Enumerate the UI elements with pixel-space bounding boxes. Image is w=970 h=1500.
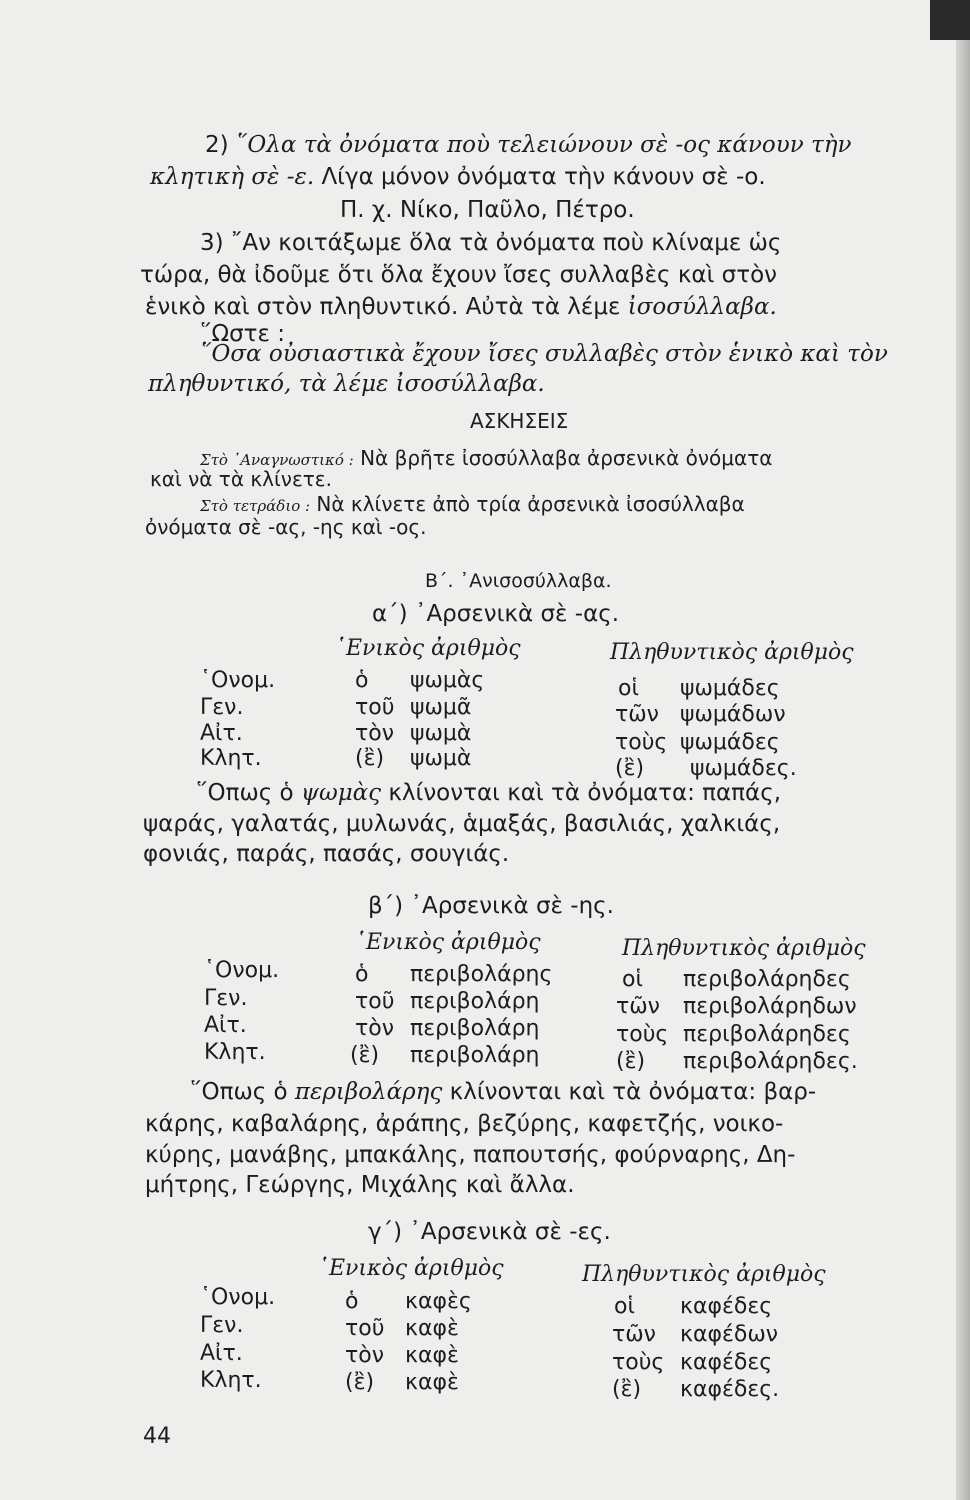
article: (ἒ) [612,1377,642,1402]
summary-line2: πληθυντικό, τὰ λέμε ἰσοσύλλαβα. [148,371,545,397]
article: οἱ [614,1294,635,1319]
rule3-term: ἰσοσύλλαβα. [627,294,777,320]
exercise-2-text2: ὀνόματα σὲ -ας, -ης καὶ -ος. [145,515,427,539]
section-b-title: Β΄. ᾿Ανισοσύλλαβα. [425,570,612,592]
rule3-line3-text: ἑνικὸ καὶ στὸν πληθυντικό. Αὐτὰ τὰ λέμε [145,294,621,320]
article: (ἒ) [350,1043,380,1068]
note-text: κλίνονται καὶ τὰ ὀνόματα: παπάς, [388,780,782,806]
article: (ἒ) [345,1370,375,1395]
page-number: 44 [143,1424,171,1449]
article: τῶν [615,702,659,727]
table-a-note-line1 [196,779,781,807]
case-label: ῾Ονομ. [200,668,276,693]
table-a-title: α΄) ᾿Αρσενικὰ σὲ -ας. [372,601,620,627]
case-label: Κλητ. [200,746,262,771]
singular-form: περιβολάρης [410,962,553,987]
note-text: κλίνονται καὶ τὰ ὀνόματα: βαρ- [449,1079,817,1105]
table-b-note-line3: κύρης, μανάβης, μπακάλης, παπουτσής, φούρναρης, Δη- [145,1142,796,1168]
plural-form: περιβολάρηδες [683,1022,851,1047]
article: (ἒ) [355,746,385,771]
case-label: ῾Ονομ. [200,1285,276,1310]
rule2-line1 [205,131,851,159]
article: ὁ [355,668,369,693]
case-label: ῾Ονομ. [204,958,280,983]
case-label: Αἰτ. [200,1341,243,1366]
article: τοὺς [616,1022,669,1047]
table-b-title: β΄) ᾿Αρσενικὰ σὲ -ης. [368,893,614,919]
article: οἱ [618,676,639,701]
exercises-title: ΑΣΚΗΣΕΙΣ [470,409,569,433]
case-label: Γεν. [204,986,248,1011]
table-b-header-singular: ῾Ενικὸς ἀριθμὸς [355,930,541,955]
rule3-thus: ῞Ωστε : [200,321,285,347]
case-label: Κλητ. [200,1368,262,1393]
exercise-1-text: Νὰ βρῆτε ἰσοσύλλαβα ἀρσενικὰ ὀνόματα [360,446,773,470]
table-b-header-plural: Πληθυντικὸς ἀριθμὸς [622,936,866,961]
note-term: ψωμὰς [300,780,382,806]
article: (ἒ) [615,756,645,781]
plural-form: περιβολάρηδες [683,967,851,992]
article: ὁ [355,962,369,987]
plural-form: καφέδες [680,1294,773,1319]
note-term: περιβολάρης [294,1079,443,1105]
table-b-note-line4: μήτρης, Γεώργης, Μιχάλης καὶ ἄλλα. [145,1172,575,1198]
rule2-rest: Λίγα μόνον ὀνόματα τὴν κάνουν σὲ -ο. [321,164,766,190]
singular-form: καφὲ [405,1370,459,1395]
article: (ἒ) [616,1049,646,1074]
case-label: Γεν. [200,1313,244,1338]
article: τῶν [616,994,660,1019]
plural-form: καφέδες. [680,1377,780,1402]
singular-form: ψωμὰ [410,746,472,771]
exercise-1-label: Στὸ ᾿Αναγνωστικό : [200,451,354,469]
plural-form: περιβολάρηδων [683,994,857,1019]
table-c-title: γ΄) ᾿Αρσενικὰ σὲ -ες. [368,1219,611,1245]
table-b-note-line2: κάρης, καβαλάρης, ἀράπης, βεζύρης, καφετζής, νοικο- [145,1111,784,1137]
article: τὸν [355,721,394,746]
exercise-2-text: Νὰ κλίνετε ἀπὸ τρία ἀρσενικὰ ἰσοσύλλαβα [316,492,745,516]
singular-form: περιβολάρη [410,1043,540,1068]
rule2-example: Π. χ. Νίκο, Παῦλο, Πέτρο. [340,197,635,223]
article: τοὺς [612,1350,665,1375]
article: ὁ [345,1289,359,1314]
case-label: Γεν. [200,695,244,720]
note-text: ῞Οπως ὁ [190,1079,288,1105]
plural-form: ψωμάδες [680,730,780,755]
page-edge [956,0,970,1500]
table-a-note-line2: ψαράς, γαλατάς, μυλωνάς, ἁμαξάς, βασιλιάς, χαλκιάς, [143,811,781,837]
rule3-line3 [145,293,777,321]
article: τοὺς [615,730,668,755]
article: τοῦ [355,989,395,1014]
article: τοῦ [355,695,395,720]
table-a-header-plural: Πληθυντικὸς ἀριθμὸς [610,640,854,665]
singular-form: ψωμᾶ [410,695,472,720]
exercise-2-label: Στὸ τετράδιο : [200,497,311,515]
article: τοῦ [345,1316,385,1341]
case-label: Αἰτ. [204,1013,247,1038]
summary-line1: ῞Οσα οὐσιαστικὰ ἔχουν ἴσες συλλαβὲς στὸν ἑνικὸ καὶ τὸν [200,341,888,367]
table-a-note-line3: φονιάς, παράς, πασάς, σουγιάς. [143,841,510,867]
article: τῶν [612,1322,656,1347]
article: οἱ [622,967,643,992]
rule2-italic-2: κλητικὴ σὲ -ε. [150,164,315,190]
plural-form: καφέδων [680,1322,779,1347]
page-corner [930,0,970,40]
plural-form: περιβολάρηδες. [683,1049,858,1074]
table-a-header-singular: ῾Ενικὸς ἀριθμὸς [335,636,521,661]
singular-form: ψωμὰς [410,668,485,693]
exercise-1-text2: καὶ νὰ τὰ κλίνετε. [150,467,332,491]
singular-form: καφὲς [405,1289,472,1314]
rule3-line1: 3) ῎Αν κοιτάξωμε ὅλα τὰ ὀνόματα ποὺ κλίναμε ὡς [200,230,782,256]
table-c-header-plural: Πληθυντικὸς ἀριθμὸς [582,1262,826,1287]
note-text: ῞Οπως ὁ [196,780,294,806]
table-c-header-singular: ῾Ενικὸς ἀριθμὸς [318,1256,504,1281]
article: τὸν [355,1016,394,1041]
singular-form: περιβολάρη [410,1016,540,1041]
plural-form: καφέδες [680,1350,773,1375]
article: τὸν [345,1343,384,1368]
plural-form: ψωμάδες. [690,756,797,781]
singular-form: καφὲ [405,1343,459,1368]
rule3-line2: τώρα, θὰ ἰδοῦμε ὅτι ὅλα ἔχουν ἴσες συλλαβὲς καὶ στὸν [140,262,778,288]
case-label: Κλητ. [204,1040,266,1065]
plural-form: ψωμάδες [680,676,780,701]
rule2-number: 2) [205,132,229,158]
case-label: Αἰτ. [200,721,243,746]
singular-form: καφὲ [405,1316,459,1341]
plural-form: ψωμάδων [680,702,786,727]
table-b-note-line1 [190,1078,816,1106]
singular-form: περιβολάρη [410,989,540,1014]
rule2-italic-1: ῞Ολα τὰ ὀνόματα ποὺ τελειώνουν σὲ -ος κάνουν τὴν [235,132,852,158]
rule2-line2 [150,163,766,191]
singular-form: ψωμὰ [410,721,472,746]
